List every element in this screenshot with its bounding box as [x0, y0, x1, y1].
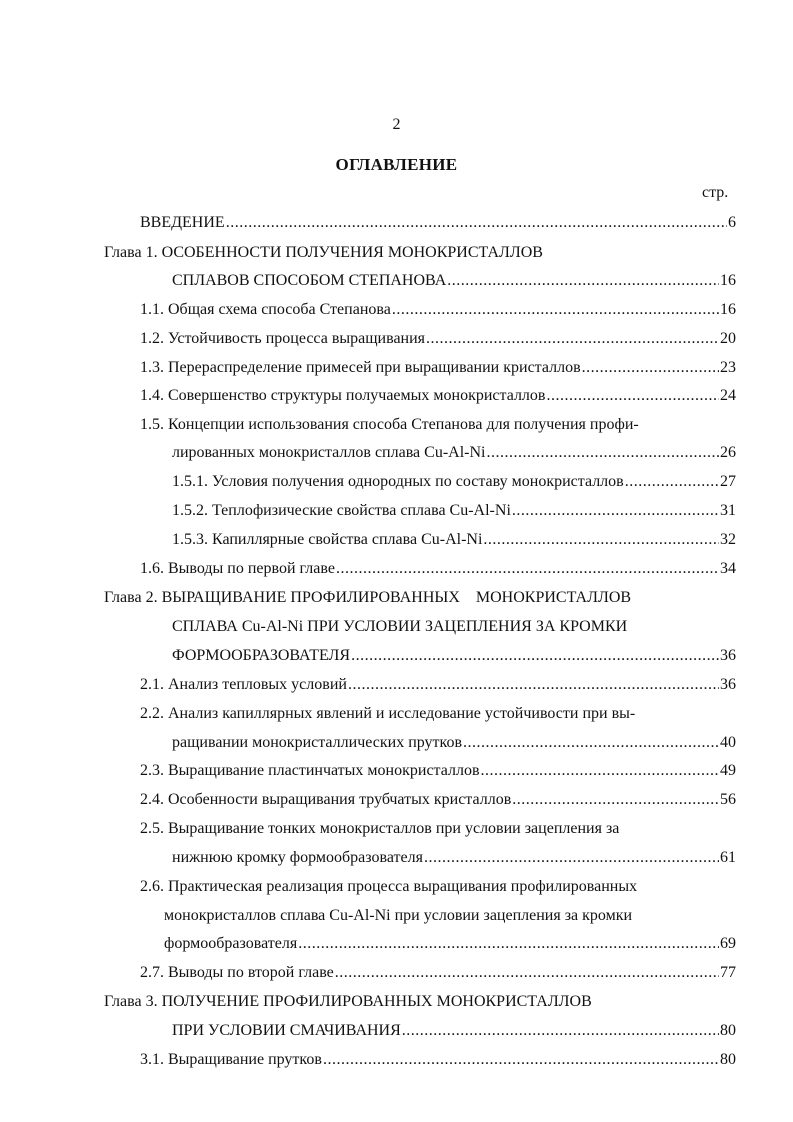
toc-entry-2-6: формообразователя ..... 69 — [164, 933, 736, 955]
toc-entry-2-6-heading: 2.6. Практическая реализация процесса выращивания профилированных — [140, 878, 638, 895]
toc-entry-2-1: 2.1. Анализ тепловых условий ..... 36 — [140, 674, 736, 696]
toc-chapter-2: ФОРМООБРАЗОВАТЕЛЯ ..... 36 — [172, 645, 736, 667]
toc-entry-2-6-heading-cont: монокристаллов сплава Cu-Al-Ni при условии зацепления за кромки — [164, 907, 633, 924]
toc-entry-2-2-heading: 2.2. Анализ капиллярных явлений и исследование устойчивости при вы- — [140, 705, 636, 722]
toc-entry-1-2: 1.2. Устойчивость процесса выращивания ..... 20 — [140, 328, 736, 350]
toc-entry-1-4: 1.4. Совершенство структуры получаемых монокристаллов ..... 24 — [140, 385, 736, 407]
toc-entry-1-5-heading: 1.5. Концепции использования способа Степанова для получения профи- — [140, 416, 639, 433]
toc-entry-2-2: ращивании монокристаллических прутков ..... 40 — [172, 732, 736, 754]
toc-entry-2-4: 2.4. Особенности выращивания трубчатых кристаллов ..... 56 — [140, 789, 736, 811]
page-number: 2 — [392, 116, 401, 133]
toc-entry-1-3: 1.3. Перераспределение примесей при выращивании кристаллов ..... 23 — [140, 357, 736, 379]
toc-entry-1-5-1: 1.5.1. Условия получения однородных по составу монокристаллов ..... 27 — [172, 471, 736, 493]
toc-chapter-2-heading: Глава 2. ВЫРАЩИВАНИЕ ПРОФИЛИРОВАННЫХ МОНОКРИСТАЛЛОВ — [104, 589, 632, 606]
toc-entry-1-5: лированных монокристаллов сплава Cu-Al-Ni ..... 26 — [172, 442, 736, 464]
toc-entry-1-1: 1.1. Общая схема способа Степанова ..... 16 — [140, 299, 736, 321]
toc-chapter-2-heading-cont: СПЛАВА Cu-Al-Ni ПРИ УСЛОВИИ ЗАЦЕПЛЕНИЯ ЗА КРОМКИ — [172, 618, 628, 635]
toc-entry-1-5-2: 1.5.2. Теплофизические свойства сплава Cu-Al-Ni ..... 31 — [172, 500, 736, 522]
toc-entry-2-5: нижнюю кромку формообразователя ..... 61 — [172, 847, 736, 869]
toc-entry-2-7: 2.7. Выводы по второй главе ..... 77 — [140, 962, 736, 984]
toc-entry-1-5-3: 1.5.3. Капиллярные свойства сплава Cu-Al-Ni ..... 32 — [172, 529, 736, 551]
toc-entry-3-1: 3.1. Выращивание прутков ..... 80 — [140, 1049, 736, 1071]
page-column-label: стр. — [702, 184, 729, 201]
toc-chapter-1: СПЛАВОВ СПОСОБОМ СТЕПАНОВА ..... 16 — [172, 270, 736, 292]
toc-entry-1-6: 1.6. Выводы по первой главе ..... 34 — [140, 558, 736, 580]
toc-chapter-3-heading: Глава 3. ПОЛУЧЕНИЕ ПРОФИЛИРОВАННЫХ МОНОКРИСТАЛЛОВ — [104, 993, 592, 1010]
toc-entry-introduction: ВВЕДЕНИЕ ..... 6 — [140, 212, 736, 234]
toc-entry-2-5-heading: 2.5. Выращивание тонких монокристаллов при условии зацепления за — [140, 820, 620, 837]
toc-chapter-1-heading: Глава 1. ОСОБЕННОСТИ ПОЛУЧЕНИЯ МОНОКРИСТАЛЛОВ — [104, 244, 543, 261]
page-title: ОГЛАВЛЕНИЕ — [335, 155, 458, 174]
toc-chapter-3: ПРИ УСЛОВИИ СМАЧИВАНИЯ ..... 80 — [172, 1020, 736, 1042]
toc-entry-2-3: 2.3. Выращивание пластинчатых монокристаллов ..... 49 — [140, 760, 736, 782]
